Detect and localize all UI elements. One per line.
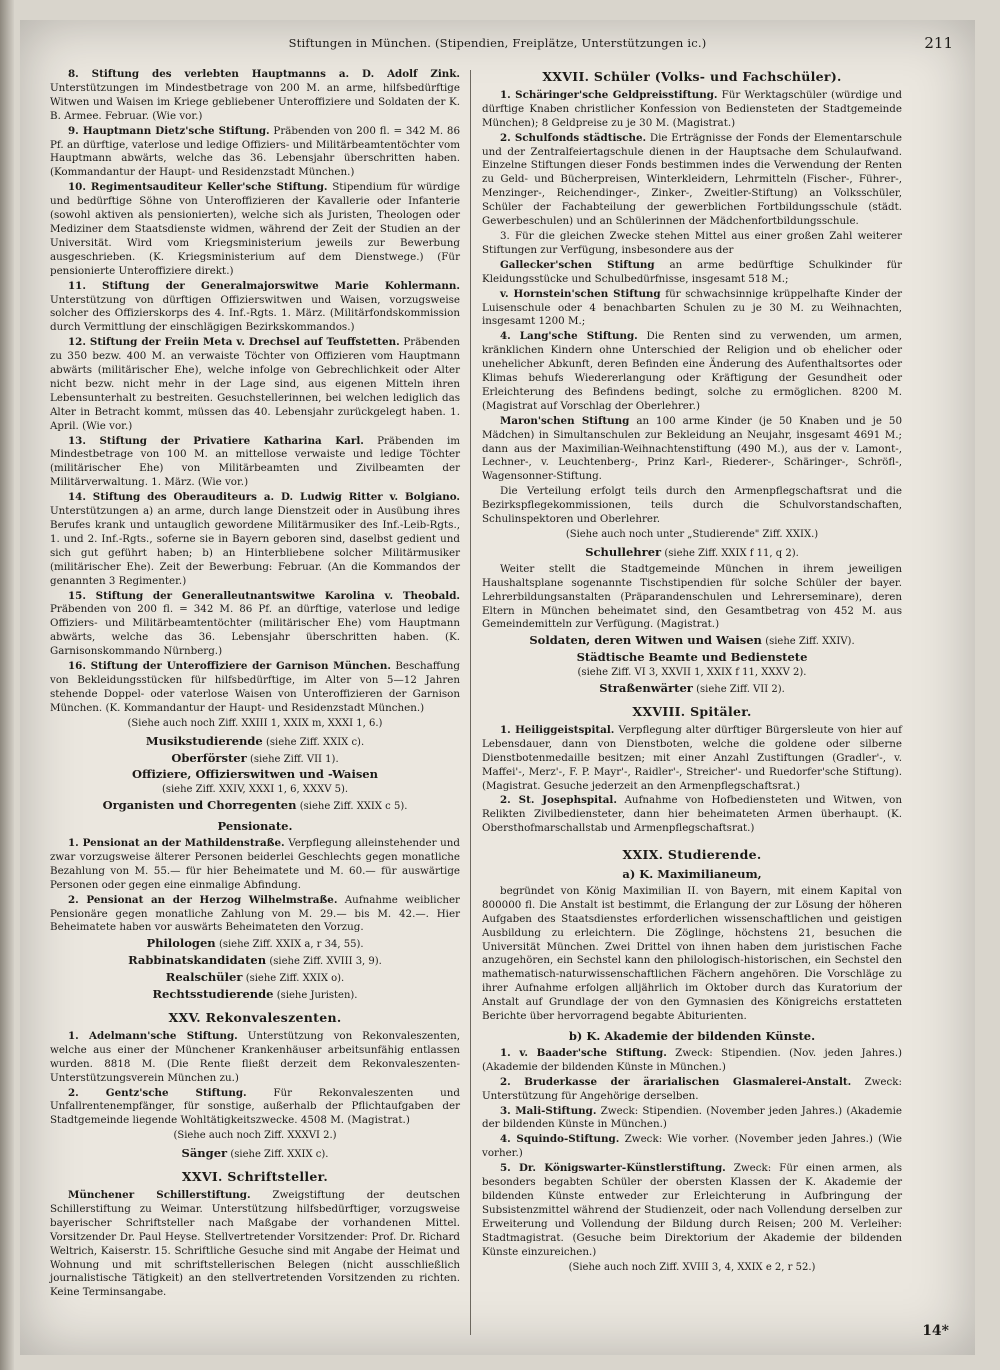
schueler-entry-6 — [482, 485, 902, 527]
entry-text: Aufnahme weiblicher Pensionäre gegen monatliche Zahlung von M. 29.— bis M. 42.—. Hier Beheimatete haben vor auswärts Beheimateten den Vorzug. — [50, 893, 460, 934]
cross-reference — [50, 735, 460, 750]
section-heading-xxvii: XXVII. Schüler (Volks- und Fachschüler). — [542, 69, 842, 84]
cross-reference — [50, 988, 460, 1003]
entry-text: Die Verteilung erfolgt teils durch den Armenpflegschaftsrat und die Bezirkspflegekommissionen, teils durch die Schulvorstandschaften, Schulinspektoren und Oberlehrer. — [482, 485, 902, 526]
entry-heading: 1. Heiliggeistspital. — [500, 723, 615, 736]
reference-target: (siehe Ziff. XXIX f 11, q 2). — [664, 547, 799, 559]
reference-term: Organisten und Chorregenten — [102, 798, 297, 813]
cross-reference — [50, 1147, 460, 1162]
entry-heading: 2. Schulfonds städtische. — [500, 131, 647, 144]
entry-text: Unterstützungen a) an arme, durch lange Dienstzeit oder in Ausübung ihres Berufes krank und untauglich gewordene Militärmusiker des Inf.-Leib-Rgts., 1. und 2. Inf.-Rgts., soferne sie in Bayern geboren sind, daselbst gedient und sich gut geführt haben; b) an Hinterbliebene solcher Militärmusiker (militärischer Ehe). Zeit der Bewerbung: Februar. (An die Kommandos der genannten 3 Regimenter.) — [50, 505, 460, 587]
schueler-entry-5 — [482, 415, 902, 485]
entry-text: Präbenden von 200 fl. = 342 M. 86 Pf. an dürftige, vaterlose und ledige Offiziers- und Militärbeamtentöchter (militärischer Ehe) vom Hauptmann abwärts, welche das 36. Lebensjahr überschritten haben. (K. Garnisonskommando Nürnberg.) — [50, 603, 460, 658]
running-title: Stiftungen in München. (Stipendien, Freiplätze, Unterstützungen ic.) — [288, 36, 707, 50]
entry-heading: 14. Stiftung des Oberauditeurs a. D. Ludwig Ritter v. Bolgiano. — [68, 491, 460, 504]
entry-heading: 3. Mali-Stiftung. — [500, 1104, 597, 1117]
entry-heading: 16. Stiftung der Unteroffiziere der Garnison München. — [68, 660, 391, 673]
schullehrer-text — [482, 563, 902, 633]
see-also-note: (Siehe auch noch Ziff. XVIII 3, 4, XXIX e 2, r 52.) — [568, 1261, 816, 1273]
page-header — [20, 32, 975, 60]
entry-heading: 4. Squindo-Stiftung. — [500, 1133, 620, 1146]
entry-heading: Maron'schen Stiftung — [500, 414, 630, 427]
entry-text: Zweck: Stipendien. (Nov. jeden Jahres.) (Akademie der bildenden Künste in München.) — [482, 1046, 902, 1073]
reference-term: Offiziere, Offizierswitwen und -Waisen — [132, 767, 378, 782]
entry-text: Die Erträgnisse der Fonds der Elementarschule und der Zentralfeiertagschule dienen in der Hauptsache dem Schulaufwand. Einzelne Stiftungen dieser Fonds bestimmen indes die Verwendung der Renten zu Geld- und Bücherpreisen, Winterkleidern, Lehrmitteln (Fischer-, Führer-, Menzinger-, Reichendinger-, Zinker-, Zweitler-Stiftung) an Volksschüler, Schüler der Fachabteilung der gewerblichen Fortbildungsschule (städt. Gewerbeschulen) und an Schülerinnen der Mädchenfortbildungsschule. — [482, 131, 902, 228]
spital-entry-1 — [482, 724, 902, 794]
column-divider — [470, 70, 471, 1335]
entry-heading: 9. Hauptmann Dietz'sche Stiftung. — [68, 124, 270, 137]
reference-term: Realschüler — [165, 970, 243, 985]
cross-reference — [50, 799, 460, 814]
entry-text: Zweck: Stipendien. (November jeden Jahres.) (Akademie der bildenden Künste in München.) — [482, 1104, 902, 1131]
reference-target: (siehe Juristen). — [276, 990, 358, 1002]
entry-text: Die Renten sind zu verwenden, um armen, kränklichen Kindern ohne Unterschied der Religion und ob ehelicher oder unehelicher Abkunft, deren Befinden eine Änderung des Aufenthaltsortes oder Klimas behufs Wiedererlangung oder Kräftigung der Gesundheit oder Erleichterung des Befindens bedingt, solche zu ermöglichen. 8200 M. (Magistrat auf Vorschlag der Oberlehrer.) — [482, 330, 902, 412]
entry-text: Verpflegung alter dürftiger Bürgersleute von hier auf Lebensdauer, dann von Dienstboten, welche die goldene oder silberne Dienstbotenmedaille besitzen; mit einer Anzahl Zustiftungen (Gradler'-, v. Maffei'-, Merz'-, F. P. Mayr'-, Raidler'-, Streicher'- und Ruedorfer'sche Stiftung). (Magistrat. Gesuche jederzeit an den Armenpflegschaftsrat.) — [482, 723, 902, 792]
reference-target: (siehe Ziff. XXIV). — [765, 636, 855, 648]
reference-target: (siehe Ziff. XXIX o). — [245, 973, 345, 985]
entry-heading: 15. Stiftung der Generalleutnantswitwe Karolina v. Theobald. — [68, 589, 460, 602]
akademie-entry-1 — [482, 1047, 902, 1075]
cross-reference — [50, 971, 460, 986]
reference-term: Rabbinatskandidaten — [128, 953, 267, 968]
entry-text: 3. Für die gleichen Zwecke stehen Mittel aus einer großen Zahl weiterer Stiftungen zur Verfügung, insbesondere aus der — [482, 229, 902, 256]
cross-reference — [50, 768, 460, 797]
reference-term: Rechtsstudierende — [152, 987, 274, 1002]
page-number: 211 — [924, 34, 953, 52]
schueler-entry-1 — [482, 89, 902, 131]
reference-term: Soldaten, deren Witwen und Waisen — [529, 633, 762, 648]
entry-9 — [50, 125, 460, 181]
section-heading-xxv: XXV. Rekonvaleszenten. — [168, 1010, 342, 1025]
entry-15 — [50, 590, 460, 660]
reference-term: Oberförster — [171, 750, 247, 765]
right-column — [482, 68, 902, 1278]
entry-text: Zweck: Für einen armen, als besonders begabten Schüler der obersten Klassen der K. Akademie der bildenden Künste entweder zur Erleichterung in Aufbringung der Subsistenzmittel während der Studienzeit, oder nach Vollendung derselben zur Erweiterung und Vollendung der Bildung durch Reisen; 200 M. Verleiher: Stadtmagistrat. (Gesuche beim Direktorium der Akademie der bildenden Künste einzureichen.) — [482, 1162, 902, 1258]
pension-entry-2 — [50, 894, 460, 936]
entry-heading: 2. Gentz'sche Stiftung. — [68, 1086, 247, 1099]
entry-heading: 5. Dr. Königswarter-Künstlerstiftung. — [500, 1162, 726, 1175]
subsection-maximilianeum: a) K. Maximilianeum, — [622, 867, 762, 882]
entry-text: Unterstützung von dürftigen Offizierswitwen und Waisen, vorzugsweise solcher des Offizierskorps des 4. Inf.-Rgts. 1. März. (Militärfondskommission durch Vermittlung der einschlägigen Bezirkskommandos.) — [50, 293, 460, 334]
section-heading-xxviii: XXVIII. Spitäler. — [632, 703, 752, 719]
entry-text: Aufnahme von Hofbediensteten und Witwen, von Relikten Zivilbediensteter, dann hier beheimateten Armen überhaupt. (K. Obersthofmarschallstab und Armenpflegschaftsrat.) — [482, 794, 902, 835]
reference-target: (siehe Ziff. VII 2). — [696, 684, 785, 696]
entry-text: Stipendium für würdige und bedürftige Söhne von Unteroffizieren der Kavallerie oder Infanterie (sowohl aktiven als pensionierten), welche sich als Juristen, Theologen oder Mediziner dem Staatsdienste widmen, während der Zeit der Studien an der Universität. Wird vom Kriegsministerium jeweils zur Bewerbung ausgeschrieben. (K. Kriegsministerium auf dem Dienstwege.) (Für pensionierte Unteroffiziere direkt.) — [50, 181, 460, 277]
entry-text: an 100 arme Kinder (je 50 Knaben und je 50 Mädchen) in Simultanschulen zur Bekleidung an Neujahr, insgesamt 4691 M.; dann aus der Maximilian-Weihnachtenstiftung (490 M.), aus der v. Lamont-, Lechner-, v. Leuchtenberg-, Prinz Karl-, Riederer-, Schäringer-, Schröfl-, Wagensonner-Stiftung. — [482, 414, 902, 483]
entry-text: Zweck: Wie vorher. (November jeden Jahres.) (Wie vorher.) — [482, 1133, 902, 1160]
entry-heading: 10. Regimentsauditeur Keller'sche Stiftung. — [68, 181, 328, 194]
entry-16 — [50, 660, 460, 716]
reference-target: (siehe Ziff. XXIX c 5). — [299, 801, 408, 813]
reference-target: (siehe Ziff. XXIX c). — [230, 1149, 329, 1161]
book-binding-edge — [0, 0, 14, 1370]
spital-entry-2 — [482, 794, 902, 836]
reference-target: (siehe Ziff. XXIV, XXXI 1, 6, XXXV 5). — [161, 784, 349, 796]
reference-target: (siehe Ziff. XVIII 3, 9). — [269, 956, 382, 968]
section-heading-xxix: XXIX. Studierende. — [622, 847, 762, 863]
entry-heading: 8. Stiftung des verlebten Hauptmanns a. D. Adolf Zink. — [68, 68, 460, 80]
entry-heading: Gallecker'schen Stiftung — [500, 258, 655, 271]
cross-reference — [482, 682, 902, 697]
entry-heading: 11. Stiftung der Generalmajorswitwe Marie Kohlermann. — [68, 279, 460, 292]
schueler-entry-3a — [482, 259, 902, 287]
entry-8 — [50, 68, 460, 124]
akademie-entry-5 — [482, 1162, 902, 1259]
entry-text: Für Werktagschüler (würdige und dürftige Knaben christlicher Konfession von Bediensteten der Stadtgemeinde München); 8 Geldpreise zu je 30 M. (Magistrat.) — [482, 88, 902, 129]
rekonv-entry-2 — [50, 1087, 460, 1129]
entry-heading: 2. St. Josephspital. — [500, 794, 617, 807]
entry-heading: 1. Adelmann'sche Stiftung. — [68, 1029, 238, 1042]
left-column — [50, 68, 460, 1301]
entry-text: Zweigstiftung der deutschen Schillerstiftung zu Weimar. Unterstützung hilfsbedürftiger, vorzugsweise bayerischer Schriftsteller nach Maßgabe der vorhandenen Mittel. Vorsitzender Dr. Paul Heyse. Stellvertretender Vorsitzender: Prof. Dr. Richard Weltrich, Kaiserstr. 15. Schriftliche Gesuche sind mit Angabe der Heimat und Wohnung und mit schriftstellerischen Belegen (nicht ausschließlich journalistische Tätigkeit) an den stellvertretenden Vorsitzenden zu richten. Keine Terminsangabe. — [50, 1188, 460, 1299]
entry-text: begründet von König Maximilian II. von Bayern, mit einem Kapital von 800000 fl. Die Anstalt ist bestimmt, die Erlangung der zur Lösung der höheren Aufgaben des Staatsdienstes erforderlichen wissenschaftlichen und geistigen Ausbildung zu erleichtern. Die Zöglinge, höchstens 21, besuchen die Universität München. Zwei Drittel von ihnen haben dem juristischen Fache anzugehören, ein Sechstel kann den philologisch-historischen, ein Sechstel den mathematisch-naturwissenschaftlichen Fächern angehören. Die Vorschläge zu ihrer Aufnahme erfolgen alljährlich im Oktober durch das Kuratorium der Anstalt auf Grundlage der von den Gymnasien des Königreichs erstatteten Berichte über hervorragend begabte Abiturienten. — [482, 884, 902, 1023]
reference-term: Schullehrer — [585, 544, 662, 559]
maximilianeum-text — [482, 885, 902, 1024]
see-also-note: (Siehe auch noch unter „Studierende" Ziff. XXIX.) — [565, 529, 819, 540]
entry-heading: 2. Pensionat an der Herzog Wilhelmstraße. — [68, 893, 338, 906]
entry-heading: v. Hornstein'schen Stiftung — [500, 287, 661, 300]
reference-target: (siehe Ziff. VI 3, XXVII 1, XXIX f 11, XXXV 2). — [577, 667, 807, 679]
entry-heading: 1. v. Baader'sche Stiftung. — [500, 1046, 667, 1059]
cross-reference — [50, 937, 460, 952]
signature-mark: 14* — [922, 1323, 949, 1339]
akademie-entry-3 — [482, 1105, 902, 1133]
entry-text: Für Rekonvaleszenten und Unfallrentenempfänger, für sonstige, außerhalb der Pflichtaufgaben der Stadtgemeinde liegende Wohltätigkeitszwecke. 4508 M. (Magistrat.) — [50, 1086, 460, 1127]
pension-entry-1 — [50, 837, 460, 893]
entry-heading: 4. Lang'sche Stiftung. — [500, 330, 638, 343]
entry-heading: 12. Stiftung der Freiin Meta v. Drechsel auf Teuffstetten. — [68, 336, 400, 349]
entry-heading: 1. Schäringer'sche Geldpreisstiftung. — [500, 88, 718, 101]
akademie-entry-4 — [482, 1133, 902, 1161]
akademie-entry-2 — [482, 1076, 902, 1104]
reference-target: (siehe Ziff. VII 1). — [249, 753, 339, 765]
entry-text: an arme bedürftige Schulkinder für Kleidungsstücke und Schulbedürfnisse, insgesamt 518 M.; — [482, 258, 902, 285]
see-also-note: (Siehe auch noch Ziff. XXIII 1, XXIX m, XXXI 1, 6.) — [127, 717, 383, 729]
cross-reference — [50, 752, 460, 767]
reference-target: (siehe Ziff. XXIX c). — [266, 736, 365, 748]
entry-text: Präbenden im Mindestbetrage von 100 M. an mittellose verwaiste und ledige Töchter (militärischer Ehe) von Militärbeamten und Zivilbeamten der Militärverwaltung. 1. März. (Wie vor.) — [50, 434, 460, 489]
schueler-entry-4 — [482, 330, 902, 413]
cross-reference — [50, 954, 460, 969]
reference-term: Musikstudierende — [145, 733, 263, 748]
cross-reference — [482, 546, 902, 561]
reference-term: Philologen — [146, 936, 216, 951]
reference-term: Straßenwärter — [599, 681, 693, 696]
schueler-entry-3b — [482, 288, 902, 330]
entry-text: Weiter stellt die Stadtgemeinde München in ihrem jeweiligen Haushaltsplane sogenannte Tischstipendien für solche Schüler der bayer. Lehrerbildungsanstalten (Präparandenschulen und Lehrerseminare), deren Eltern in München beheimatet sind, den Gesamtbetrag von 452 M. aus Gemeindemitteln zur Verfügung. (Magistrat.) — [482, 562, 902, 631]
section-heading-xxvi: XXVI. Schriftsteller. — [181, 1169, 329, 1185]
entry-heading: 1. Pensionat an der Mathildenstraße. — [68, 837, 285, 850]
rekonv-entry-1 — [50, 1030, 460, 1086]
entry-12 — [50, 336, 460, 433]
schiller-entry — [50, 1189, 460, 1300]
section-heading-pensionate: Pensionate. — [217, 819, 293, 834]
entry-heading: Münchener Schillerstiftung. — [68, 1188, 251, 1201]
entry-11 — [50, 280, 460, 336]
reference-term: Städtische Beamte und Bedienstete — [576, 650, 808, 665]
entry-text: Präbenden von 200 fl. = 342 M. 86 Pf. an dürftige, vaterlose und ledige Offiziers- und Militärbeamtentöchter vom Hauptmann abwärts, welche das 36. Lebensjahr überschritten haben. (Kommandantur der Haupt- und Residenzstadt München.) — [50, 124, 460, 179]
reference-term: Sänger — [181, 1146, 228, 1161]
book-page — [20, 20, 975, 1355]
reference-target: (siehe Ziff. XXIX a, r 34, 55). — [218, 939, 364, 951]
entry-heading: 2. Bruderkasse der ärarialischen Glasmalerei-Anstalt. — [500, 1075, 852, 1088]
entry-heading: 13. Stiftung der Privatiere Katharina Karl. — [68, 434, 364, 447]
entry-text: für schwachsinnige krüppelhafte Kinder der Luisenschule oder 4 benachbarten Schulen zu je 30 M. zu Weihnachten, insgesamt 1200 M.; — [482, 287, 902, 328]
cross-reference — [482, 634, 902, 649]
entry-14 — [50, 491, 460, 588]
entry-10 — [50, 181, 460, 278]
see-also-note: (Siehe auch noch Ziff. XXXVI 2.) — [173, 1130, 337, 1142]
entry-text: Präbenden zu 350 bezw. 400 M. an verwaiste Töchter von Offizieren vom Hauptmann abwärts (militärischer Ehe), welche infolge von Gebrechlichkeit oder Alter nicht bezw. nicht mehr in der Lage sind, aus eigenen Mitteln ihren Lebensunterhalt zu bestreiten. Gesuchstellerinnen, bei welchen lediglich das Alter in Betracht kommt, müssen das 40. Lebensjahr zurückgelegt haben. 1. April. (Wie vor.) — [50, 336, 460, 432]
entry-text: Verpflegung alleinstehender und zwar vorzugsweise älterer Personen beiderlei Geschlechts gegen monatliche Bezahlung von M. 55.— für hier Beheimatete und M. 60.— für auswärtige Personen oder gegen eine einmalige Abfindung. — [50, 837, 461, 891]
entry-text: Beschaffung von Bekleidungsstücken für hilfsbedürftige, im Alter von 5—12 Jahren stehende Doppel- oder vaterlose Waisen von Unteroffizieren der Garnison München. (K. Kommandantur der Haupt- und Residenzstadt München.) — [50, 660, 460, 714]
entry-text: Unterstützungen im Mindestbetrage von 200 M. an arme, hilfsbedürftige Witwen und Waisen im Kriege gebliebener Unteroffiziere und Soldaten der K. B. Armee. Februar. (Wie vor.) — [50, 81, 460, 122]
schueler-entry-3 — [482, 230, 902, 258]
entry-13 — [50, 435, 460, 491]
entry-text: Zweck: Unterstützung für Angehörige derselben. — [482, 1075, 902, 1102]
entry-text: Unterstützung von Rekonvaleszenten, welche aus einer der Münchener Krankenhäuser arbeitsunfähig entlassen wurden. 8818 M. (Die Rente fließt derzeit dem Rekonvaleszenten-Unterstützungsverein München zu.) — [50, 1029, 460, 1084]
cross-reference — [482, 651, 902, 680]
subsection-akademie: b) K. Akademie der bildenden Künste. — [568, 1029, 816, 1043]
schueler-entry-2 — [482, 132, 902, 229]
